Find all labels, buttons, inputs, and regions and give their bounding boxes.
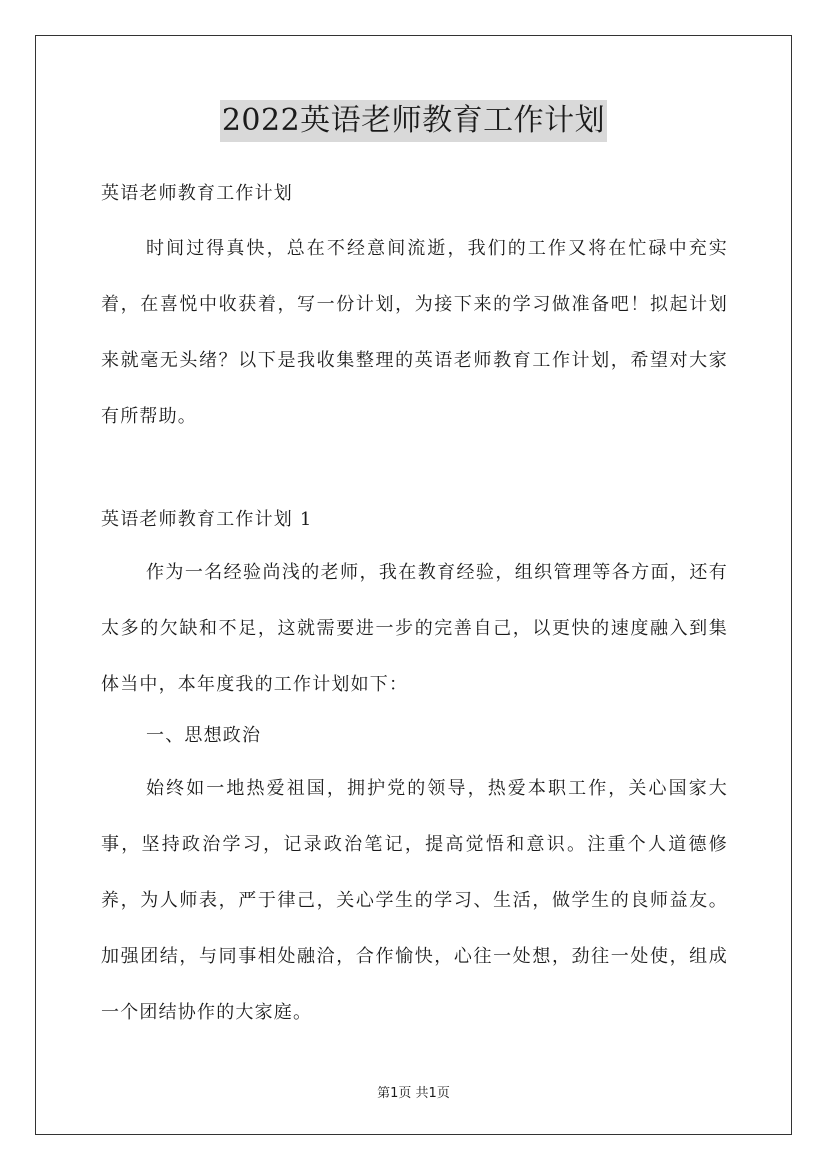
section-title: 英语老师教育工作计划 1 (101, 509, 313, 530)
politics-paragraph: 始终如一地热爱祖国，拥护党的领导，热爱本职工作，关心国家大事，坚持政治学习，记录政治笔记，提高觉悟和意识。注重个人道德修养，为人师表，严于律己，关心学生的学习、生活，做学生的良师益友。加强团结，与同事相处融洽，合作愉快，心往一处想，劲往一处使，组成一个团结协作的大家庭。 (101, 778, 728, 1023)
intro-paragraph: 时间过得真快，总在不经意间流逝，我们的工作又将在忙碌中充实着，在喜悦中收获着，写一份计划，为接下来的学习做准备吧！拟起计划来就毫无头绪？以下是我收集整理的英语老师教育工作计划，希望对大家有所帮助。 (101, 238, 728, 427)
document-title: 2022英语老师教育工作计划 (220, 100, 607, 142)
document-subtitle: 英语老师教育工作计划 (101, 183, 293, 204)
section-intro-paragraph: 作为一名经验尚浅的老师，我在教育经验，组织管理等各方面，还有太多的欠缺和不足，这就需要进一步的完善自己，以更快的速度融入到集体当中，本年度我的工作计划如下： (101, 562, 728, 695)
heading-politics: 一、思想政治 (146, 725, 262, 746)
page-footer: 第1页 共1页 (377, 1086, 450, 1101)
title-container (0, 100, 827, 142)
